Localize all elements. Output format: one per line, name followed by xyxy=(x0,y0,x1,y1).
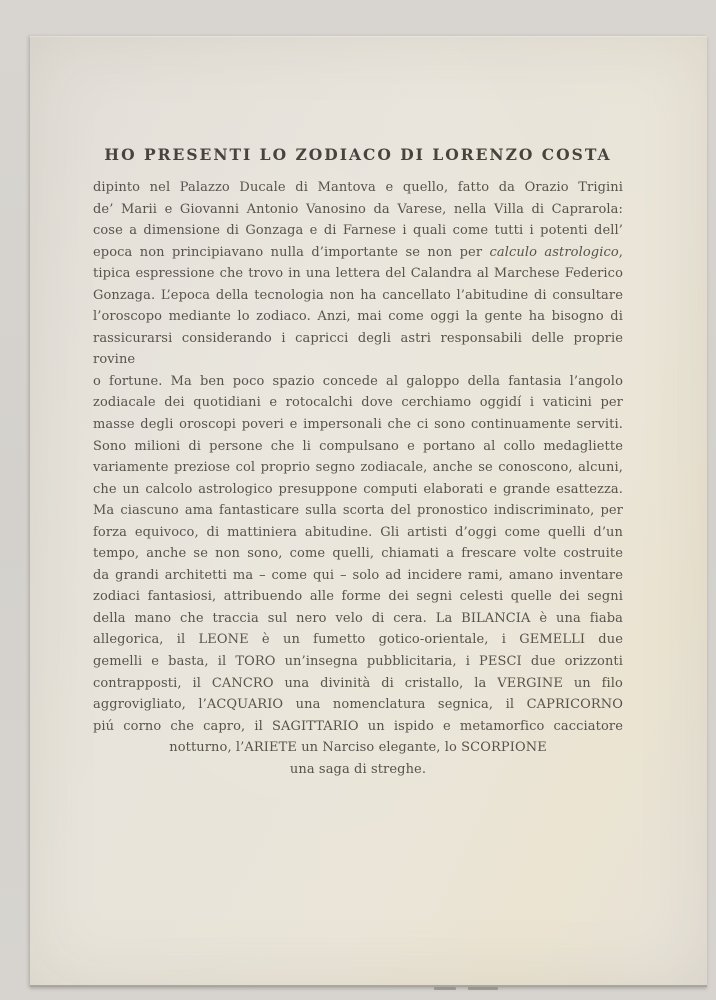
text-line: cose a dimensione di Gonzaga e di Farnese i quali come tutti i potenti dell’ xyxy=(93,223,623,239)
text-line: che un calcolo astrologico presuppone computi elaborati e grande esattezza. xyxy=(93,481,623,497)
text-line: l’oroscopo mediante lo zodiaco. Anzi, mai come oggi la gente ha bisogno di xyxy=(93,309,623,325)
text-line: forza equivoco, di mattiniera abitudine. Gli artisti d’oggi come quelli d’un xyxy=(93,524,623,540)
text-line: zodiaci fantasiosi, attribuendo alle forme dei segni celesti quelle dei segni xyxy=(93,589,623,605)
text-line: de’ Marii e Giovanni Antonio Vanosino da Varese, nella Villa di Caprarola: xyxy=(93,201,623,217)
text-line: gemelli e basta, il TORO un’insegna pubblicitaria, i PESCI due orizzonti xyxy=(93,654,623,670)
text-line: variamente preziose col proprio segno zodiacale, anche se conoscono, alcuni, xyxy=(93,460,623,476)
text-line: contrapposti, il CANCRO una divinità di cristallo, la VERGINE un filo xyxy=(93,675,623,691)
text-line: tipica espressione che trovo in una lettera del Calandra al Marchese Federico xyxy=(93,266,623,282)
page-edge-mark xyxy=(468,987,498,990)
text-line: Sono milioni di persone che li compulsano e portano al collo medagliette xyxy=(93,438,623,454)
text-line: allegorica, il LEONE è un fumetto gotico-orientale, i GEMELLI due xyxy=(93,632,623,648)
text-line: della mano che traccia sul nero velo di cera. La BILANCIA è una fiaba xyxy=(93,610,623,626)
text-line: zodiacale dei quotidiani e rotocalchi dove cerchiamo oggidí i vaticini per xyxy=(93,395,623,411)
italic-phrase: calculo astrologico xyxy=(489,244,619,260)
text-line: tempo, anche se non sono, come quelli, chiamati a frescare volte costruite xyxy=(93,546,623,562)
text-line-with-italic xyxy=(93,242,623,264)
text-line: piú corno che capro, il SAGITTARIO un ispido e metamorfico cacciatore xyxy=(93,718,623,734)
text-segment: epoca non principiavano nulla d’importante se non per xyxy=(93,244,490,260)
text-line: dipinto nel Palazzo Ducale di Mantova e quello, fatto da Orazio Trigini xyxy=(93,180,623,195)
text-line: Ma ciascuno ama fantasticare sulla scorta del pronostico indiscriminato, per xyxy=(93,503,623,519)
text-line-centered: notturno, l’ARIETE un Narciso elegante, lo SCORPIONE xyxy=(169,740,547,756)
text-segment: , xyxy=(618,244,623,260)
text-line: aggrovigliato, l’ACQUARIO una nomenclatura segnica, il CAPRICORNO xyxy=(93,697,623,713)
page-edge-mark xyxy=(434,987,456,990)
text-line: rassicurarsi considerando i capricci degli astri responsabili delle proprie rovine xyxy=(93,330,623,368)
paragraph xyxy=(93,144,623,780)
page-sheet xyxy=(30,36,707,987)
text-line: da grandi architetti ma – come qui – solo ad incidere rami, amano inventare xyxy=(93,567,623,583)
text-line: o fortune. Ma ben poco spazio concede al galoppo della fantasia l’angolo xyxy=(93,373,623,389)
text-line: Gonzaga. L’epoca della tecnologia non ha cancellato l’abitudine di consultare xyxy=(93,287,623,303)
page-title: HO PRESENTI LO ZODIACO DI LORENZO COSTA xyxy=(104,145,612,164)
text-line-centered: una saga di streghe. xyxy=(289,761,427,777)
text-line: masse degli oroscopi poveri e impersonali che ci sono continuamente serviti. xyxy=(93,417,623,433)
